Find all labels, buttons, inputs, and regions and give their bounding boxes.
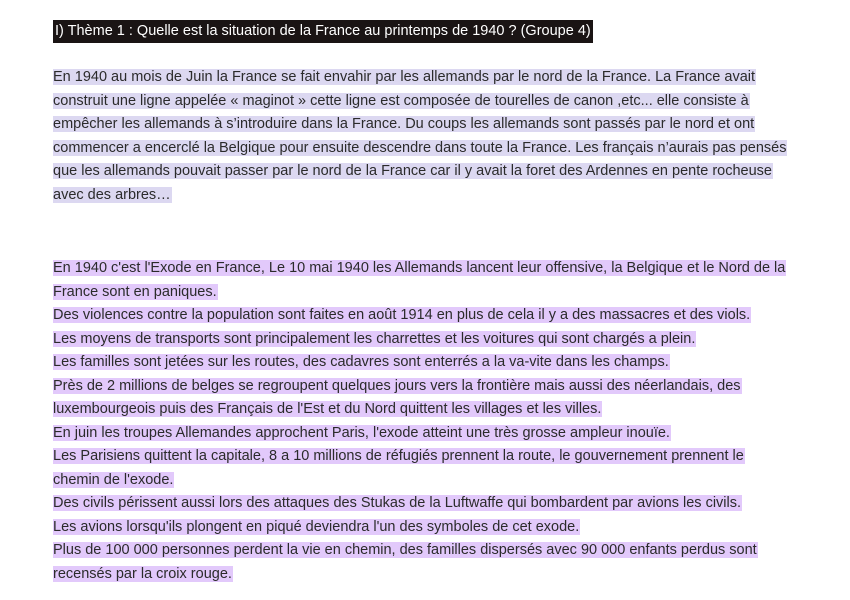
paragraph-line: Des violences contre la population sont faites en août 1914 en plus de cela il y a des massacres et des viols. xyxy=(53,307,751,323)
paragraph-line: empêcher les allemands à s’introduire dans la France. Du coups les allemands sont passés par le nord et ont xyxy=(53,116,755,132)
paragraph-line: Près de 2 millions de belges se regroupent quelques jours vers la frontière mais aussi des néerlandais, des xyxy=(53,377,741,394)
paragraph-line: chemin de l'exode. xyxy=(53,471,174,488)
section-title: I) Thème 1 : Quelle est la situation de la France au printemps de 1940 ? (Groupe 4) xyxy=(53,20,593,43)
paragraph-line: Des civils périssent aussi lors des attaques des Stukas de la Luftwaffe qui bombardent par avions les civils. xyxy=(53,495,742,511)
paragraph-line: construit une ligne appelée « maginot » cette ligne est composée de tourelles de canon ,etc... elle consiste à xyxy=(53,92,749,109)
paragraph-line: recensés par la croix rouge. xyxy=(53,565,232,582)
paragraph-maginot-line xyxy=(53,66,798,207)
paragraph-line: En 1940 au mois de Juin la France se fait envahir par les allemands par le nord de la France. La France avait xyxy=(53,69,756,85)
paragraph-line: luxembourgeois puis des Français de l'Est et du Nord quittent les villages et les villes. xyxy=(53,401,602,417)
paragraph-line: France sont en paniques. xyxy=(53,283,217,300)
paragraph-line: commencer a encerclé la Belgique pour ensuite descendre dans toute la France. Les français n’aurais pas pensés xyxy=(53,139,787,156)
paragraph-line: Les moyens de transports sont principalement les charrettes et les voitures qui sont chargés a plein. xyxy=(53,330,696,347)
paragraph-line: Les Parisiens quittent la capitale, 8 a 10 millions de réfugiés prennent la route, le gouvernement prennent le xyxy=(53,448,744,464)
paragraph-line: Plus de 100 000 personnes perdent la vie en chemin, des familles dispersés avec 90 000 enfants perdus sont xyxy=(53,542,757,558)
paragraph-line: En 1940 c'est l'Exode en France, Le 10 mai 1940 les Allemands lancent leur offensive, la Belgique et le Nord de la xyxy=(53,260,786,276)
paragraph-line: Les avions lorsqu'ils plongent en piqué deviendra l'un des symboles de cet exode. xyxy=(53,518,580,535)
paragraph-line: Les familles sont jetées sur les routes, des cadavres sont enterrés a la va-vite dans les champs. xyxy=(53,354,669,370)
paragraph-line: que les allemands pouvait passer par le nord de la France car il y avait la foret des Ardennes en pente rocheuse xyxy=(53,163,772,179)
paragraph-line: En juin les troupes Allemandes approchent Paris, l'exode atteint une très grosse ampleur inouïe. xyxy=(53,424,670,441)
paragraph-line: avec des arbres… xyxy=(53,186,171,203)
paragraph-exode xyxy=(53,257,798,586)
